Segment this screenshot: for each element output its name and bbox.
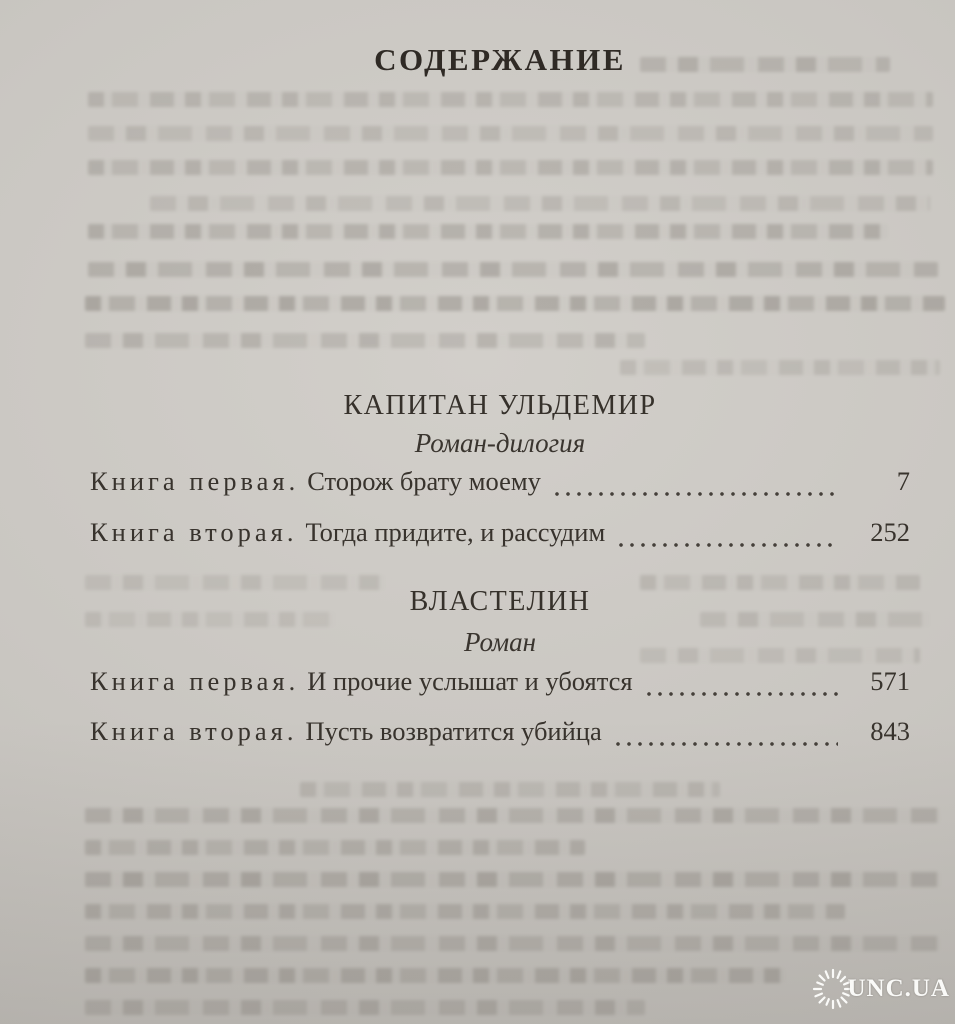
toc-entry-label: Книга первая. xyxy=(90,466,300,496)
toc-entry-title: Сторож брату моему xyxy=(307,466,541,496)
dot-leader xyxy=(647,690,838,698)
toc-entry-label: Книга вторая. xyxy=(90,517,298,547)
dot-leader xyxy=(555,490,838,498)
section-heading: ВЛАСТЕЛИН xyxy=(409,586,591,617)
toc-entry xyxy=(90,666,910,704)
page-title: СОДЕРЖАНИЕ xyxy=(374,42,626,77)
section-subtitle: Роман-дилогия xyxy=(414,428,586,458)
toc-entry-title: И прочие услышат и убоятся xyxy=(307,666,633,696)
toc-entry-label: Книга вторая. xyxy=(90,716,298,746)
table-of-contents xyxy=(90,0,910,1024)
toc-entry-page: 252 xyxy=(870,517,910,547)
section-heading: КАПИТАН УЛЬДЕМИР xyxy=(343,390,657,421)
watermark xyxy=(810,966,950,1012)
toc-entry xyxy=(90,716,910,754)
section-subtitle: Роман xyxy=(463,627,537,657)
dot-leader xyxy=(619,541,838,549)
toc-entry-page: 7 xyxy=(896,466,910,496)
toc-entry-page: 571 xyxy=(870,666,910,696)
toc-entry-title: Тогда придите, и рассудим xyxy=(305,517,606,547)
toc-entry xyxy=(90,517,910,555)
watermark-text: UNC.UA xyxy=(847,975,950,1002)
toc-entry-label: Книга первая. xyxy=(90,666,300,696)
toc-entry-title: Пусть возвратится убийца xyxy=(305,716,602,746)
dot-leader xyxy=(616,740,838,748)
toc-entry-page: 843 xyxy=(870,716,910,746)
toc-entry xyxy=(90,466,910,504)
